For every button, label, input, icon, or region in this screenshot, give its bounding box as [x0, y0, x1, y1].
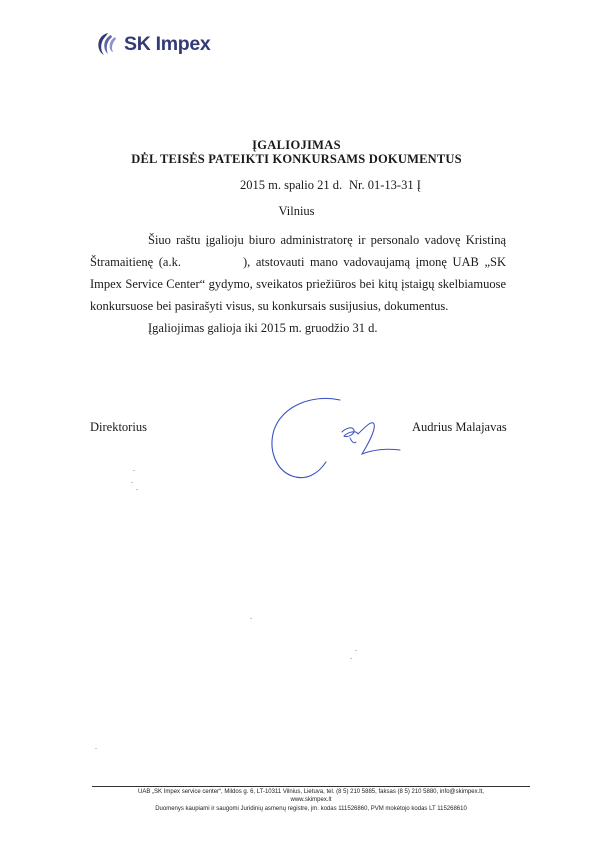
document-number: Nr. 01-13-31 Į — [349, 178, 421, 192]
document-title: ĮGALIOJIMAS — [252, 138, 341, 152]
authorization-paragraph — [90, 229, 506, 317]
scan-speck — [350, 658, 352, 659]
footer-address: UAB „SK Impex service center“, Mildos g. 6, LT-10311 Vilnius, Lietuva, tel. (8 5) 210 5885, faksas (8 5) 210 5880, info@skimpex.lt, — [138, 789, 484, 795]
scan-speck — [250, 618, 252, 619]
signatory-name: Audrius Malajavas — [412, 420, 507, 434]
footer-registry: Duomenys kaupiami ir saugomi Juridinių asmenų registre, įm. kodas 111526860, PVM mokėtojo kodas LT 115268610 — [155, 805, 467, 812]
footer-website: www.skimpex.lt — [290, 797, 332, 804]
validity-paragraph: Įgaliojimas galioja iki 2015 m. gruodžio 31 d. — [148, 321, 378, 335]
paragraph-part-2: ), atstovauti mano vadovaujamą įmonę UAB „SK Impex Service Center“ gydymo, sveikatos priežiūros bei kitų įstaigų skelbiamuose konkursuose bei pasirašyti visus, su konkursais susijusius, dokumentus. — [90, 255, 506, 313]
paragraph-part-1: Šiuo raštu įgalioju biuro administratorę ir personalo vadovę Kristiną Štramaitienę (a.k. — [90, 233, 506, 269]
sk-impex-logo-icon — [94, 31, 120, 57]
document-city: Vilnius — [278, 204, 315, 218]
document-body — [90, 229, 506, 339]
footer-divider — [92, 786, 530, 787]
scan-speck — [133, 470, 135, 471]
logo-text: SK Impex — [124, 32, 211, 55]
document-date: 2015 m. spalio 21 d. — [240, 178, 343, 192]
company-logo — [94, 31, 210, 57]
signatory-role: Direktorius — [90, 420, 147, 434]
company-footer — [70, 788, 552, 813]
scan-speck — [355, 650, 357, 651]
handwritten-signature — [262, 392, 422, 492]
scan-speck — [136, 489, 138, 490]
scan-speck — [95, 748, 97, 749]
scan-speck — [131, 482, 133, 483]
document-subtitle: DĖL TEISĖS PATEIKTI KONKURSAMS DOKUMENTUS — [131, 152, 462, 166]
